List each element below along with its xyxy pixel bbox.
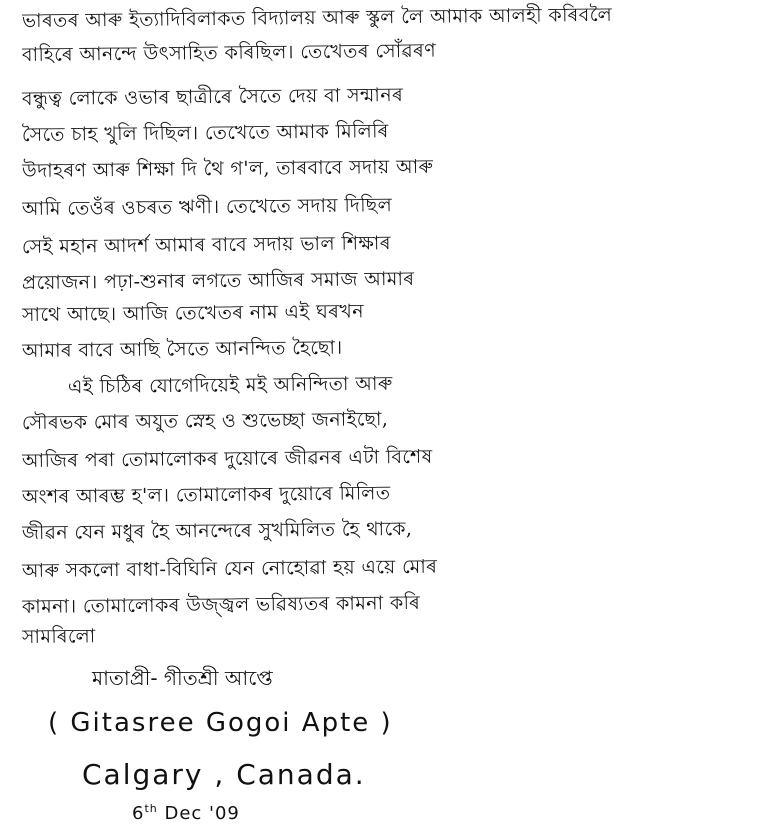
letter-line-10: আমাৰ বাবে আছি সৈতে আনন্দিত হৈছো।: [21, 336, 343, 362]
letter-line-11: এই চিঠিৰ যোগেদিয়েই মই অনিন্দিতা আৰু: [67, 372, 393, 398]
letter-line-5: উদাহৰণ আৰু শিক্ষা দি থৈ গ'ল, তাৰবাবে সদায় আৰু: [21, 155, 434, 182]
letter-line-7: সেই মহান আদৰ্শ আমাৰ বাবে সদায় ভাল শিক্ষাৰ: [21, 232, 391, 258]
letter-line-1: ভাৰতৰ আৰু ইত্যাদিবিলাকত বিদ্যালয় আৰু স্কুল লৈ আমাক আলহী কৰিবলৈ: [21, 3, 613, 32]
letter-date: [132, 802, 240, 824]
letter-line-6: আমি তেওঁৰ ওচৰত ঋণী। তেখেতে সদায় দিছিল: [21, 194, 393, 220]
letter-line-4: সৈতে চাহ খুলি দিছিল। তেখেতে আমাক মিলিৰি: [21, 120, 389, 146]
signature-name: ( Gitasree Gogoi Apte ): [48, 708, 393, 738]
letter-line-15: জীৱন যেন মধুৰ হৈ আনন্দেৰে সুখমিলিত হৈ থাকে,: [21, 517, 413, 544]
letter-line-13: আজিৰ পৰা তোমালোকৰ দুয়োৰে জীৱনৰ এটা বিশেষ: [21, 445, 433, 472]
sender-location: Calgary , Canada.: [82, 758, 366, 791]
letter-line-17: কামনা। তোমালোকৰ উজ্জ্বল ভৱিষ্যতৰ কামনা কৰি: [21, 591, 421, 618]
date-day: 6: [132, 803, 145, 824]
date-suffix: th: [144, 802, 158, 815]
date-rest: Dec '09: [157, 803, 240, 824]
letter-line-9: সাথে আছে। আজি তেখেতৰ নাম এই ঘৰখন: [21, 300, 365, 326]
letter-line-3: বন্ধুত্ব লোকে ওভাৰ ছাত্ৰীৰে সৈতে দেয় বা সন্মানৰ: [21, 84, 404, 110]
letter-line-2: বাহিৰে আনন্দে উৎসাহিত কৰিছিল। তেখেতৰ সোঁৱৰণ: [21, 39, 437, 66]
letter-line-14: অংশৰ আৰম্ভ হ'ল। তোমালোকৰ দুয়োৰে মিলিত: [21, 482, 391, 508]
letter-line-12: সৌৰভক মোৰ অযুত স্নেহ ও শুভেচ্ছা জনাইছো,: [21, 408, 389, 434]
closing-title: মাতাপ্ৰী- গীতশ্ৰী আপ্তে: [92, 666, 273, 690]
letter-line-18: সামৰিলো: [21, 625, 96, 648]
letter-line-16: আৰু সকলো বাধা-বিঘিনি যেন নোহোৱা হয় এয়ে মোৰ: [21, 555, 438, 582]
letter-line-8: প্ৰয়োজন। পঢ়া-শুনাৰ লগতে আজিৰ সমাজ আমাৰ: [21, 267, 415, 294]
